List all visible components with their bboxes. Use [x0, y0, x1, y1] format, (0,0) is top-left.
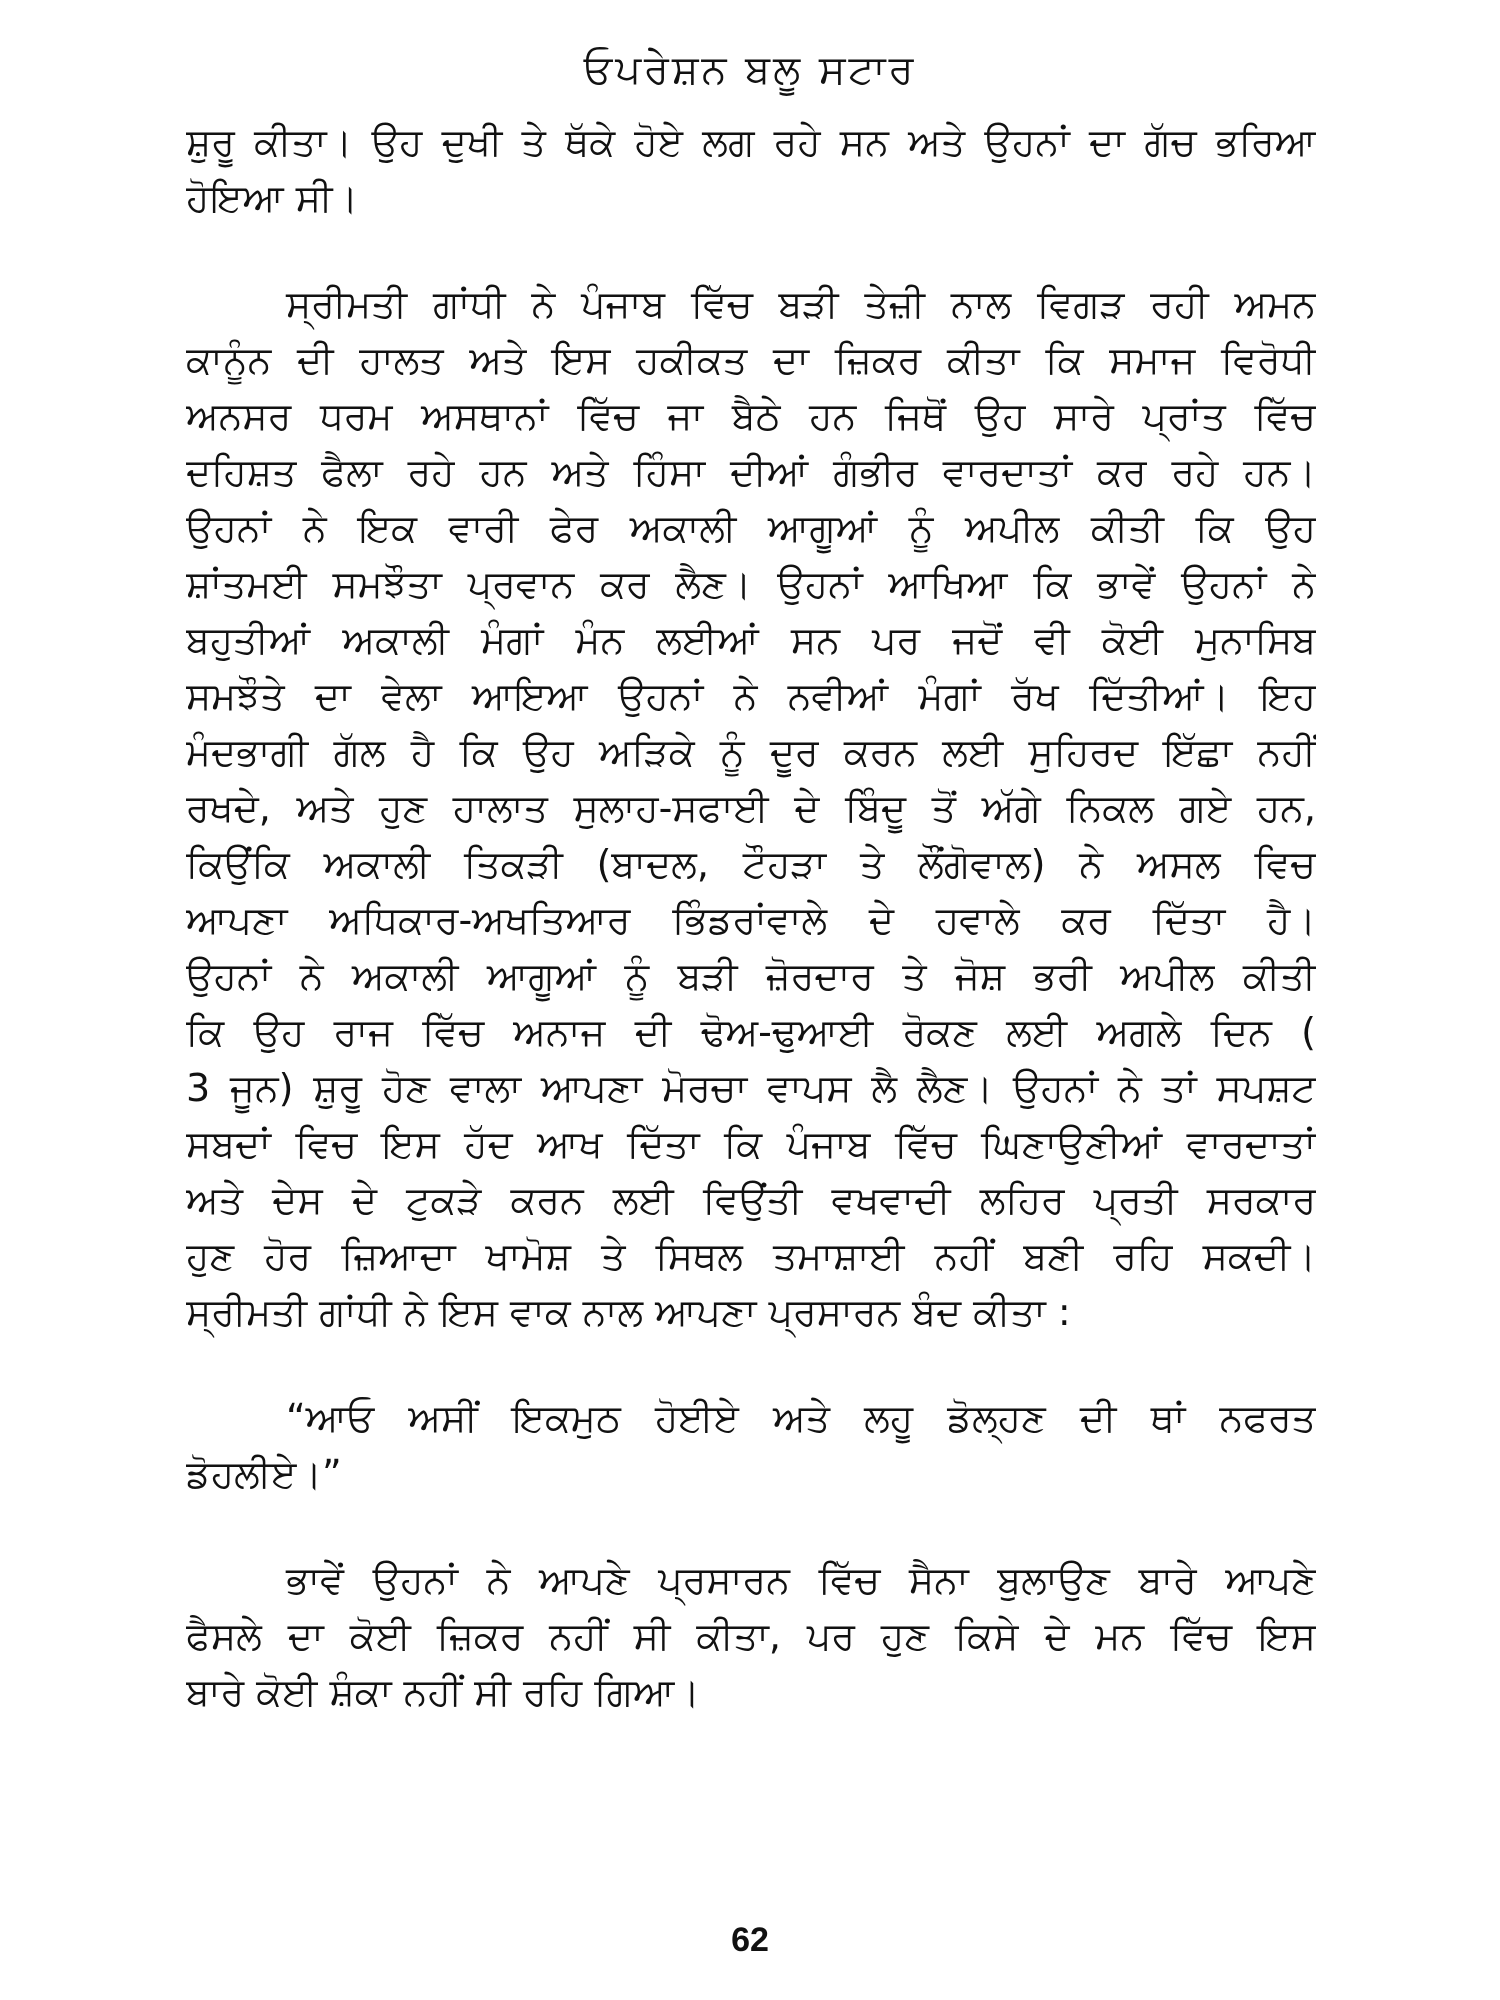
text-line: ਸਬਦਾਂ ਵਿਚ ਇਸ ਹੱਦ ਆਖ ਦਿੱਤਾ ਕਿ ਪੰਜਾਬ ਵਿੱਚ ਘਿਣਾਉਣੀਆਂ ਵਾਰਦਾਤਾਂ [186, 1122, 1316, 1166]
text-line: ਉਹਨਾਂ ਨੇ ਇਕ ਵਾਰੀ ਫੇਰ ਅਕਾਲੀ ਆਗੂਆਂ ਨੂੰ ਅਪੀਲ ਕੀਤੀ ਕਿ ਉਹ [186, 506, 1316, 550]
text-line: ਬਾਰੇ ਕੋਈ ਸ਼ੰਕਾ ਨਹੀਂ ਸੀ ਰਹਿ ਗਿਆ। [186, 1670, 700, 1714]
page-number: 62 [731, 1921, 769, 1959]
text-line: ਸ੍ਰੀਮਤੀ ਗਾਂਧੀ ਨੇ ਇਸ ਵਾਕ ਨਾਲ ਆਪਣਾ ਪ੍ਰਸਾਰਨ ਬੰਦ ਕੀਤਾ : [186, 1290, 1071, 1334]
text-line: 3 ਜੂਨ) ਸ਼ੁਰੂ ਹੋਣ ਵਾਲਾ ਆਪਣਾ ਮੋਰਚਾ ਵਾਪਸ ਲੈ ਲੈਣ। ਉਹਨਾਂ ਨੇ ਤਾਂ ਸਪਸ਼ਟ [186, 1066, 1316, 1110]
text-line: ਅਨਸਰ ਧਰਮ ਅਸਥਾਨਾਂ ਵਿੱਚ ਜਾ ਬੈਠੇ ਹਨ ਜਿਥੋਂ ਉਹ ਸਾਰੇ ਪ੍ਰਾਂਤ ਵਿੱਚ [186, 394, 1316, 438]
paragraph-broadcast [186, 276, 1316, 1340]
text-line: ਹੁਣ ਹੋਰ ਜ਼ਿਆਦਾ ਖਾਮੋਸ਼ ਤੇ ਸਿਥਲ ਤਮਾਸ਼ਾਈ ਨਹੀਂ ਬਣੀ ਰਹਿ ਸਕਦੀ। [186, 1234, 1316, 1278]
text-line: ਭਾਵੇਂ ਉਹਨਾਂ ਨੇ ਆਪਣੇ ਪ੍ਰਸਾਰਨ ਵਿੱਚ ਸੈਨਾ ਬੁਲਾਉਣ ਬਾਰੇ ਆਪਣੇ [286, 1558, 1316, 1602]
text-line: ਬਹੁਤੀਆਂ ਅਕਾਲੀ ਮੰਗਾਂ ਮੰਨ ਲਈਆਂ ਸਨ ਪਰ ਜਦੋਂ ਵੀ ਕੋਈ ਮੁਨਾਸਿਬ [186, 618, 1316, 662]
body-text [186, 114, 1316, 1720]
text-line: ਆਪਣਾ ਅਧਿਕਾਰ-ਅਖਤਿਆਰ ਭਿੰਡਰਾਂਵਾਲੇ ਦੇ ਹਵਾਲੇ ਕਰ ਦਿੱਤਾ ਹੈ। [186, 898, 1316, 942]
text-line: ਸ੍ਰੀਮਤੀ ਗਾਂਧੀ ਨੇ ਪੰਜਾਬ ਵਿੱਚ ਬੜੀ ਤੇਜ਼ੀ ਨਾਲ ਵਿਗੜ ਰਹੀ ਅਮਨ [286, 282, 1316, 326]
text-line: ਸਮਝੌਤੇ ਦਾ ਵੇਲਾ ਆਇਆ ਉਹਨਾਂ ਨੇ ਨਵੀਆਂ ਮੰਗਾਂ ਰੱਖ ਦਿੱਤੀਆਂ। ਇਹ [186, 674, 1316, 718]
text-line: ਸ਼ੁਰੂ ਕੀਤਾ। ਉਹ ਦੁਖੀ ਤੇ ਥੱਕੇ ਹੋਏ ਲਗ ਰਹੇ ਸਨ ਅਤੇ ਉਹਨਾਂ ਦਾ ਗੱਚ ਭਰਿਆ [186, 120, 1316, 164]
text-line: ਸ਼ਾਂਤਮਈ ਸਮਝੌਤਾ ਪ੍ਰਵਾਨ ਕਰ ਲੈਣ। ਉਹਨਾਂ ਆਖਿਆ ਕਿ ਭਾਵੇਂ ਉਹਨਾਂ ਨੇ [186, 562, 1316, 606]
running-header: ਓਪਰੇਸ਼ਨ ਬਲੂ ਸਟਾਰ [583, 47, 917, 93]
text-line: ਹੋਇਆ ਸੀ। [186, 176, 359, 220]
paragraph-army-decision [186, 1552, 1316, 1720]
text-line: ਕਿਉਂਕਿ ਅਕਾਲੀ ਤਿਕੜੀ (ਬਾਦਲ, ਟੌਹੜਾ ਤੇ ਲੌਂਗੋਵਾਲ) ਨੇ ਅਸਲ ਵਿਚ [186, 842, 1316, 886]
text-line: ਮੰਦਭਾਗੀ ਗੱਲ ਹੈ ਕਿ ਉਹ ਅੜਿਕੇ ਨੂੰ ਦੂਰ ਕਰਨ ਲਈ ਸੁਹਿਰਦ ਇੱਛਾ ਨਹੀਂ [186, 730, 1316, 774]
text-line: ਦਹਿਸ਼ਤ ਫੈਲਾ ਰਹੇ ਹਨ ਅਤੇ ਹਿੰਸਾ ਦੀਆਂ ਗੰਭੀਰ ਵਾਰਦਾਤਾਂ ਕਰ ਰਹੇ ਹਨ। [186, 450, 1316, 494]
quote-line: ਡੋਹਲੀਏ।” [186, 1452, 342, 1496]
text-line: ਰਖਦੇ, ਅਤੇ ਹੁਣ ਹਾਲਾਤ ਸੁਲਾਹ-ਸਫਾਈ ਦੇ ਬਿੰਦੂ ਤੋਂ ਅੱਗੇ ਨਿਕਲ ਗਏ ਹਨ, [186, 786, 1316, 830]
text-line: ਫੈਸਲੇ ਦਾ ਕੋਈ ਜ਼ਿਕਰ ਨਹੀਂ ਸੀ ਕੀਤਾ, ਪਰ ਹੁਣ ਕਿਸੇ ਦੇ ਮਨ ਵਿੱਚ ਇਸ [186, 1614, 1316, 1658]
text-line: ਕਾਨੂੰਨ ਦੀ ਹਾਲਤ ਅਤੇ ਇਸ ਹਕੀਕਤ ਦਾ ਜ਼ਿਕਰ ਕੀਤਾ ਕਿ ਸਮਾਜ ਵਿਰੋਧੀ [186, 338, 1316, 382]
paragraph-quotation [186, 1390, 1316, 1502]
text-line: ਉਹਨਾਂ ਨੇ ਅਕਾਲੀ ਆਗੂਆਂ ਨੂੰ ਬੜੀ ਜ਼ੋਰਦਾਰ ਤੇ ਜੋਸ਼ ਭਰੀ ਅਪੀਲ ਕੀਤੀ [186, 954, 1316, 998]
text-line: ਅਤੇ ਦੇਸ ਦੇ ਟੁਕੜੇ ਕਰਨ ਲਈ ਵਿਉਂਤੀ ਵਖਵਾਦੀ ਲਹਿਰ ਪ੍ਰਤੀ ਸਰਕਾਰ [186, 1178, 1316, 1222]
quote-line: “ਆਓ ਅਸੀਂ ਇਕਮੁਠ ਹੋਈਏ ਅਤੇ ਲਹੂ ਡੋਲ੍ਹਣ ਦੀ ਥਾਂ ਨਫਰਤ [286, 1396, 1316, 1440]
text-line: ਕਿ ਉਹ ਰਾਜ ਵਿੱਚ ਅਨਾਜ ਦੀ ਢੋਅ-ਢੁਆਈ ਰੋਕਣ ਲਈ ਅਗਲੇ ਦਿਨ ( [186, 1010, 1316, 1054]
paragraph-continuation [186, 114, 1316, 226]
